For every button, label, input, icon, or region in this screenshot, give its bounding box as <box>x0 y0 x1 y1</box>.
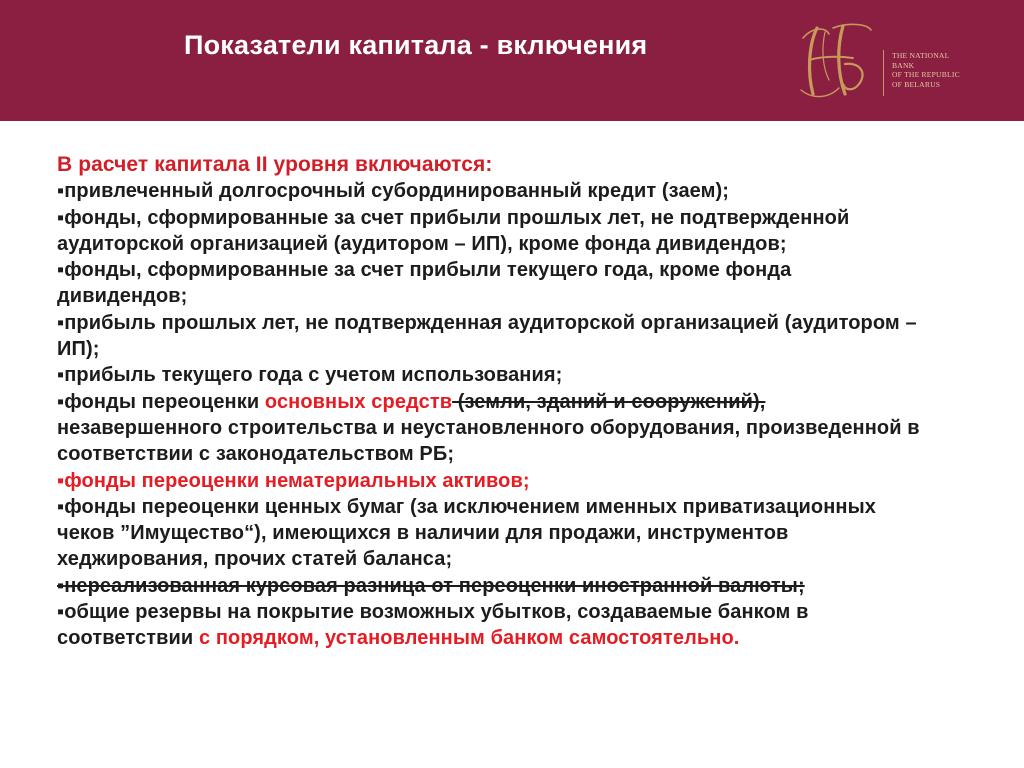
list-item <box>57 310 927 363</box>
list-item-struck <box>57 573 927 599</box>
highlight-text: с порядком, установленным банком самостоятельно. <box>198 627 740 650</box>
list-item <box>57 599 927 652</box>
list-item <box>57 178 927 204</box>
bank-monogram-logo <box>795 20 875 102</box>
logo-line: OF THE REPUBLIC <box>892 70 960 79</box>
highlight-text: фонды переоценки нематериальных активов; <box>64 469 530 492</box>
item-text: фонды переоценки ценных бумаг (за исключением именных приватизационных чеков ”Имущество“), имеющихся в наличии для продажи, инструментов хеджирования, прочих статей баланса; <box>57 495 876 571</box>
header-bar <box>0 0 1024 121</box>
item-text: прибыль текущего года с учетом использования; <box>64 364 563 387</box>
content-body <box>57 152 927 652</box>
logo-line: THE NATIONAL <box>892 51 950 60</box>
list-item <box>57 494 927 573</box>
item-text: привлеченный долгосрочный субординированный кредит (заем); <box>64 180 730 203</box>
item-text: прибыль прошлых лет, не подтвержденная аудиторской организацией (аудитором – ИП); <box>57 311 917 361</box>
list-item <box>57 205 927 258</box>
content-heading: В расчет капитала II уровня включаются: <box>57 153 493 176</box>
list-item <box>57 389 927 468</box>
item-text: незавершенного строительства и неустановленного оборудования, произведенной в соответствии с законодательством РБ; <box>57 416 920 466</box>
item-text: фонды переоценки <box>64 390 265 413</box>
list-item <box>57 362 927 388</box>
item-text: общие резервы на покрытие возможных убытков, создаваемые банком в соответствии <box>57 601 809 650</box>
struck-text: (земли, зданий и сооружений), <box>452 390 766 413</box>
list-item-highlighted <box>57 468 927 494</box>
item-text: фонды, сформированные за счет прибыли текущего года, кроме фонда дивидендов; <box>57 259 792 308</box>
highlight-text: основных средств <box>264 390 453 413</box>
list-item <box>57 257 927 310</box>
slide-title: Показатели капитала - включения <box>184 30 648 60</box>
item-text: фонды, сформированные за счет прибыли прошлых лет, не подтвержденной аудиторской организацией (аудитором – ИП), кроме фонда дивидендов; <box>57 206 850 255</box>
logo-line: BANK <box>892 60 915 70</box>
logo-divider <box>883 50 884 96</box>
logo-line: OF BELARUS <box>892 79 941 89</box>
logo-text <box>892 51 992 89</box>
struck-text: нереализованная курсовая разница от переоценки иностранной валюты; <box>64 574 805 597</box>
